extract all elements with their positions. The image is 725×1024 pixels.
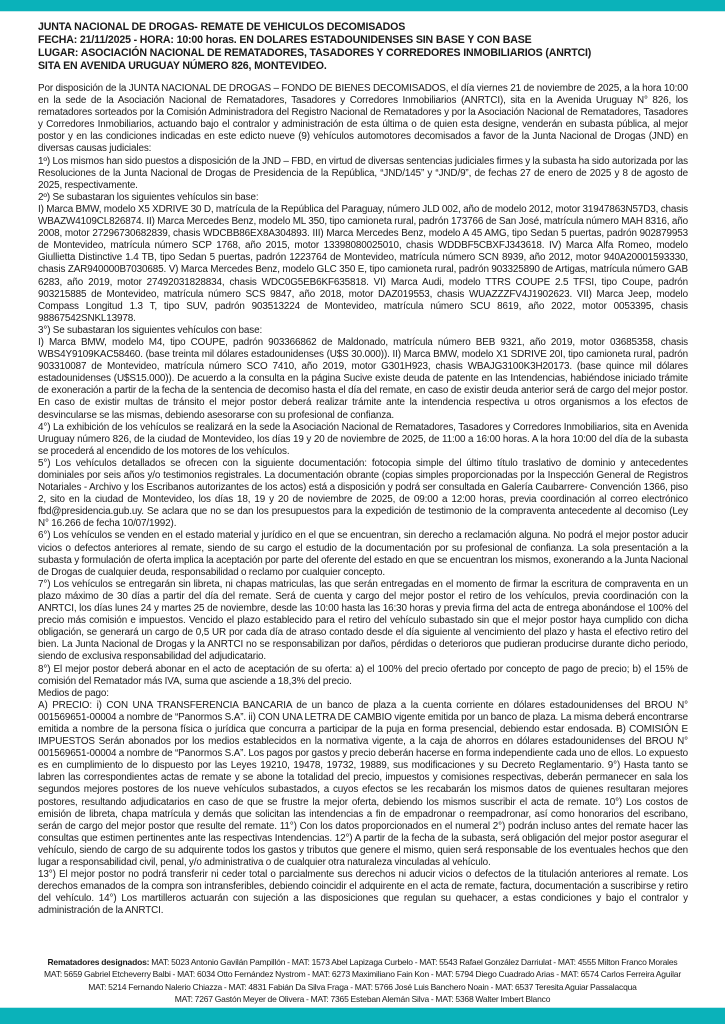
paragraph-clause-1: 1º) Los mismos han sido puestos a disposición de la JND – FBD, en virtud de diversas sentencias judiciales firmes y la subasta ha sido autorizada por las Resoluciones de la Junta Nacional de Drogas de Presidencia de la República, “JND/145” y “JND/9”, de fechas 27 de enero de 2025 y 8 de agosto de 2025, respectivamente. xyxy=(38,155,688,191)
title-line-organization: JUNTA NACIONAL DE DROGAS- REMATE DE VEHICULOS DECOMISADOS xyxy=(38,21,406,33)
title-line-place: LUGAR: ASOCIACIÓN NACIONAL DE REMATADORES, TASADORES Y CORREDORES INMOBILIARIOS (ANRTCI) xyxy=(38,47,592,59)
footer-line-1-names: MAT: 5023 Antonio Gavilán Pampillón - MAT: 1573 Abel Lapizaga Curbelo - MAT: 5543 Rafael González Darriulat - MAT: 4555 Milton Franco Morales xyxy=(151,957,678,967)
footer-line-1 xyxy=(8,956,717,968)
top-accent-bar xyxy=(0,0,725,12)
paragraph-intro: Por disposición de la JUNTA NACIONAL DE DROGAS – FONDO DE BIENES DECOMISADOS, el día viernes 21 de noviembre de 2025, a la hora 10:00 en la sede de la Asociación Nacional de Rematadores, Tasadores y Corredores Inmobiliarios (ANRTCI), sita en la Avenida Uruguay N° 826, los rematadores sorteados por la Comisión Administradora del Registro Nacional de Rematadores y por la Asociación Nacional de Rematadores, Tasadores y Corredores Inmobiliarios, actuando bajo el contralor y administración de esta última o de quien esta designe, venderán en subasta pública, al mejor postor y en las condiciones indicadas en este edicto nueve (9) vehículos automotores decomisados a favor de la Junta Nacional de Drogas (JND) en diversas causas judiciales: xyxy=(38,83,688,155)
designated-auctioneers-label: Rematadores designados: xyxy=(47,957,150,967)
document-content xyxy=(38,21,688,917)
footer-line-3: MAT: 5214 Fernando Nalerio Chiazza - MAT: 4831 Fabián Da Silva Fraga - MAT: 5766 José Luis Banchero Noain - MAT: 6537 Teresita Aguiar Passalacqua xyxy=(88,981,637,992)
paragraph-clause-2: 2º) Se subastaran los siguientes vehículos sin base: xyxy=(38,191,259,203)
footer-line-2: MAT: 5659 Gabriel Etcheverry Balbi - MAT: 6034 Otto Fernández Nystrom - MAT: 6273 Maximiliano Fain Kon - MAT: 5794 Diego Cuadrado Arias - MAT: 6574 Carlos Ferreira Aguilar xyxy=(43,969,681,980)
paragraph-vehicles-con-base: I) Marca BMW, modelo M4, tipo COUPE, padrón 903366862 de Maldonado, matrícula número BEB 9321, año 2019, motor 03685358, chasis WBS4Y9109KAC58460. (base treinta mil dólares estadounidenses (U$S 30.000)). II) Marca BMW, modelo X1 SDRIVE 20I, tipo camioneta rural, padrón 903310087 de Montevideo, matrícula número SCO 7410, año 2019, motor G301H923, chasis WBAJG3100K3H20173. (base quince mil dólares estadounidenses (U$S15.000)). De acuerdo a la consulta en la página Sucive existe deuda de patente en las Intendencias, habiéndose iniciado trámite de exoneración a partir de la fecha de la sentencia de decomiso hasta el día del remate, en caso de existir deuda anterior será de cargo del mejor postor. En caso de existir multas de tránsito el mejor postor deberá realizar trámite ante la intendencia respectiva u otros organismos a los efectos de desvincularse se las mismas, debiendo asesorarse con su profesional de confianza. xyxy=(38,336,688,421)
paragraph-medios-de-pago: Medios de pago: xyxy=(38,687,109,699)
paragraph-clause-8: 8°) El mejor postor deberá abonar en el acto de aceptación de su oferta: a) el 100% del precio ofertado por concepto de pago de precio; b) el 15% de comisión del Rematador más IVA, suma que asciende a 18,3% del precio. xyxy=(38,663,688,687)
paragraph-vehicles-sin-base: I) Marca BMW, modelo X5 XDRIVE 30 D, matrícula de la República del Paraguay, número JLD 002, año de modelo 2012, motor 31947863N57D3, chasis WBAZW4109CL826874. II) Marca Mercedes Benz, modelo ML 350, tipo camioneta rural, padrón 173766 de San José, matrícula número MAH 8316, año 2008, motor 27296730682839, chasis WDCBB86EX8A304893. III) Marca Mercedes Benz, modelo A 45 AMG, tipo Sedan 5 puertas, padrón 902879953 de Montevideo, matrícula número SCP 1768, año 2015, motor 13398080025010, chasis WDDBF5CBXFJ343618. IV) Marca Alfa Romeo, modelo Giullietta Distinctive 1.4 TB, tipo Sedan 5 puertas, padrón 1223764 de Montevideo, matrícula número SCN 8939, año 2012, motor 940A20001593330, chasis ZAR940000B7030685. V) Marca Mercedes Benz, modelo GLC 350 E, tipo camioneta rural, padrón 903325890 de Artigas, matrícula número GAB 6283, año 2019, motor 27492031828834, chasis WDC0G5EB6KF635818. VI) Marca Audi, modelo TTRS COUPE 2.5 TFSI, tipo Coupe, padrón 903215885 de Montevideo, matrícula número SCS 9847, año 2018, motor DAZ019553, chasis WUAZZZFV4J1902623. VII) Marca Jeep, modelo Compass Longitud 1.3 T, tipo SUV, padrón 903513224 de Montevideo, matrícula número SCU 8619, año 2022, motor 0053395, chasis 98867542SNKL13978. xyxy=(38,203,688,324)
paragraph-clause-3: 3°) Se subastaran los siguientes vehículos con base: xyxy=(38,324,263,336)
title-line-date: FECHA: 21/11/2025 - HORA: 10:00 horas. EN DOLARES ESTADOUNIDENSES SIN BASE Y CON BASE xyxy=(38,34,532,46)
document-body xyxy=(38,83,688,917)
paragraph-clauses-13-14: 13°) El mejor postor no podrá transferir ni ceder total o parcialmente sus derechos ni aducir vicios o defectos de la titulación anteriores al remate. Los derechos emanados de la compra son intransferibles, debiendo coincidir el adquirente en el acta de remate, factura, documentación a suscribirse y retiro del vehículo. 14°) Los martilleros actuarán con sujeción a las disposiciones que regulan su quehacer, a estas condiciones y bajo el contralor y administración de la ANRTCI. xyxy=(38,869,688,917)
footer-line-4: MAT: 7267 Gastón Meyer de Olivera - MAT: 7365 Esteban Alemán Silva - MAT: 5368 Walter Imbert Blanco xyxy=(174,993,551,1004)
paragraph-clause-6: 6°) Los vehículos se venden en el estado material y jurídico en el que se encuentran, sin derecho a reclamación alguna. No podrá el mejor postor aducir vicios o defectos anteriores al remate, siendo de su cargo el estudio de la documentación por su profesional de confianza. La sola presentación a la subasta y formulación de oferta implica la aceptación por parte del oferente del estado en que se encuentran los mismos, exonerando a la Junta Nacional de Drogas de cualquier deuda, responsabilidad o reclamo por cualquier concepto. xyxy=(38,530,688,578)
paragraph-clause-4: 4°) La exhibición de los vehículos se realizará en la sede la Asociación Nacional de Rematadores, Tasadores y Corredores Inmobiliarios, sita en Avenida Uruguay número 826, de la ciudad de Montevideo, los días 19 y 20 de noviembre de 2025, de 11:00 a 16:00 horas. A la hora 10:00 del día de la subasta se procederá al encendido de los motores de los vehículos. xyxy=(38,421,688,457)
bottom-accent-bar xyxy=(0,1007,725,1024)
auctioneers-footer xyxy=(8,956,717,1005)
paragraph-clause-7: 7°) Los vehículos se entregarán sin libreta, ni chapas matriculas, las que serán entregadas en el momento de firmar la escritura de compraventa en un plazo máximo de 30 días a partir del día del remate. Será de cuenta y cargo del mejor postor el retiro de los vehículos, previa coordinación con la ANRTCI, los días lunes 24 y martes 25 de noviembre, desde las 10:00 hasta las 16:30 horas y previa firma del acta de entrega abonándose el 100% del precio más comisión e impuestos. Vencido el plazo establecido para el retiro del vehículo subastado sin que el mejor postor haya cumplido con dicha obligación, se generará un cargo de 0,5 UR por cada día de atraso contado desde el día siguiente al vencimiento del plazo y hasta el efectivo retiro del bien. La Junta Nacional de Drogas y la ANRTCI no se responsabilizan por daños, pérdidas o deterioros que pudieran producirse durante dicho periodo, siendo de exclusiva responsabilidad del adjudicatario. xyxy=(38,578,688,663)
paragraph-clause-5: 5°) Los vehículos detallados se ofrecen con la siguiente documentación: fotocopia simple del último título traslativo de dominio y antecedentes dominiales por seis años y/o testimonios registrales. La documentación obrante (copias simples proporcionadas por la Inspección General de Registros Notariales - Archivo y los Escribanos autorizantes de los actos) está a disposición y podrá ser consultada en Galería Caubarrere- Convención 1366, piso 2, sito en la ciudad de Montevideo, los días 18, 19 y 20 de noviembre de 2025, de 09:00 a 12:00 horas, previa coordinación al correo electrónico fbd@presidencia.gub.uy. Se aclara que no se dan los presupuestos para la expedición de testimonio de la compraventa antecedente al decomiso (Ley N° 16.266 de fecha 10/07/1992). xyxy=(38,457,688,530)
paragraph-payment-clauses-9-12: A) PRECIO: i) CON UNA TRANSFERENCIA BANCARIA de un banco de plaza a la cuenta corriente en dólares estadounidenses del BROU N° 001569651-00004 a nombre de “Panormos S.A”. ii) CON UNA LETRA DE CAMBIO vigente emitida por un banco de plaza. La misma deberá encontrarse emitida a nombre de la persona física o jurídica que concurra a participar de la puja en forma presencial, debiendo estar endosada. B) COMISIÓN E IMPUESTOS Serán abonados por los medios establecidos en la normativa vigente, a la caja de ahorros en dólares estadounidenses del BROU N° 001569651-00004 a nombre de “Panormos S.A”. Los pagos por gastos y precio deberán hacerse en forma independiente cada uno de ellos. Lo expuesto es en cumplimiento de lo dispuesto por las Leyes 19210, 19478, 19732, 19889, sus modificaciones y su Decreto Reglamentario. 9°) Hasta tanto se labren las correspondientes actas de remate y se abone la totalidad del precio, impuestos y comisiones respectivas, deberán permanecer en sala los segundos mejores postores de los nueve vehículos subastados, a cuyos efectos se les recabarán los mismos datos de quienes resultaran mejores postores, resultando adjudicatarios en caso de que se frustre la mejor oferta, debiendo los mismos suscribir el acta de remate. 10°) Los costos de emisión de libreta, chapa matrícula y demás que solicitan las intendencias a fin de empadronar o reempadronar, así como honorarios del escribano, serán de cargo del mejor postor que resulte del remate. 11°) Con los datos proporcionados en el numeral 2°) podrán incluso antes del remate hacer las consultas que estimen pertinentes ante las respectivas Intendencias. 12°) A partir de la fecha de la subasta, será obligación del mejor postor asegurar el vehículo, siendo de cargo de su adquirente todos los gastos y tributos que genere el mismo, quien será responsable de los eventuales hechos que den lugar a responsabilidad civil, penal, y/o administrativa o de cualquier otra naturaleza vinculadas al vehículo. xyxy=(38,699,688,868)
document-title-block xyxy=(38,21,688,73)
title-line-address: SITA EN AVENIDA URUGUAY NÚMERO 826, MONTEVIDEO. xyxy=(38,60,327,72)
